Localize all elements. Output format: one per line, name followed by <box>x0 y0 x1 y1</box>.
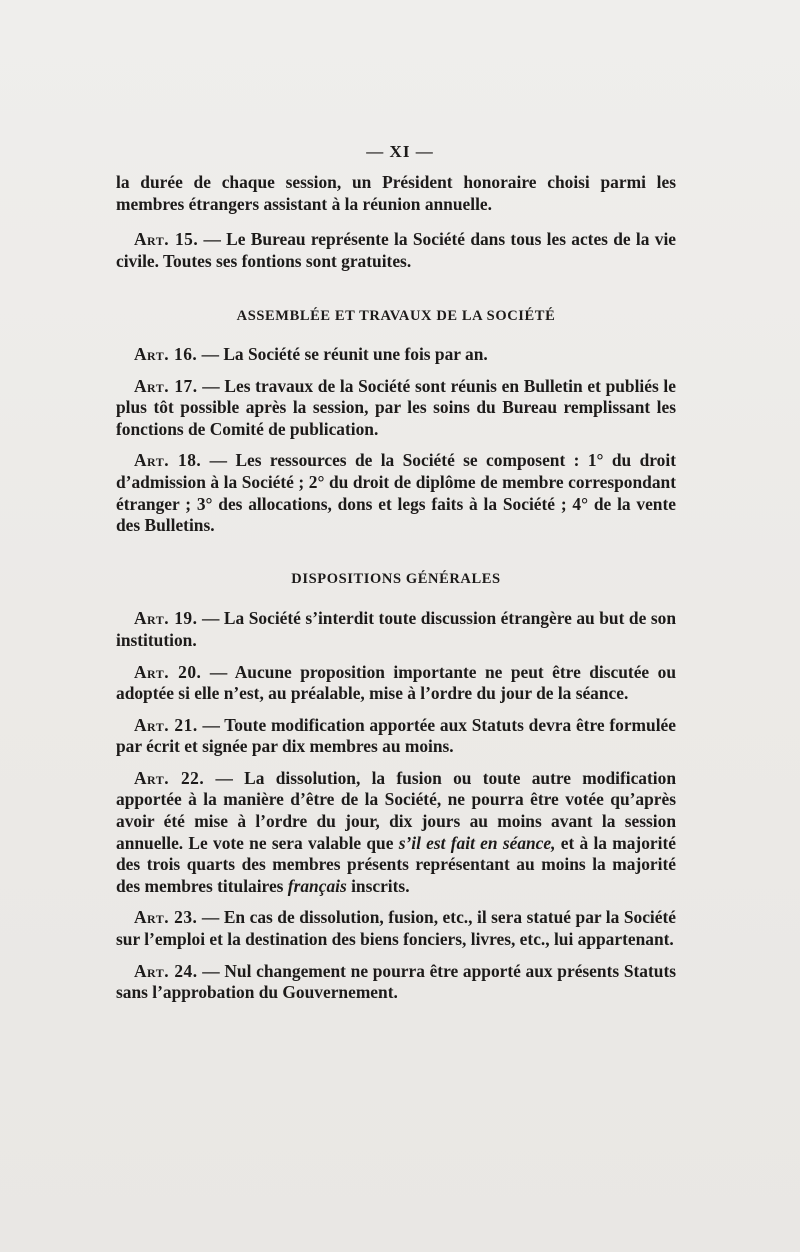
article-label: Art. 21. <box>134 714 198 735</box>
article-text: et à la majorité des trois quarts des membres présents représentant au moins la majorité des membres titulaires <box>116 832 676 896</box>
article-text: — En cas de dissolution, fusion, etc., il sera statué par la Société sur l’emploi et la destination des biens fonciers, livres, etc., lui appartenant. <box>116 907 676 950</box>
article-label: Art. 20. <box>134 661 202 682</box>
article-text: — Les ressources de la Société se composent : 1° du droit d’admission à la Société ; 2° du droit de diplôme de membre correspondant étranger ; 3° des allocations, dons et legs faits à la Société ; 4° de la vente des Bulletins. <box>116 450 676 536</box>
article-label: Art. 16. <box>134 343 198 364</box>
article-label: Art. 18. <box>134 450 202 471</box>
article-label: Art. 17. <box>134 375 198 396</box>
article-label: Art. 15. <box>134 229 199 250</box>
article-text: — La Société se réunit une fois par an. <box>197 343 488 364</box>
document-body <box>116 172 676 1014</box>
article-text: — Nul changement ne pourra être apporté aux présents Statuts sans l’approbation du Gouvernement. <box>116 960 677 1003</box>
section-heading-dispositions: DISPOSITIONS GÉNÉRALES <box>291 570 501 587</box>
article-18 <box>116 450 676 536</box>
article-label: Art. 24. <box>134 960 198 981</box>
article-23 <box>116 907 676 950</box>
article-text: — La Société s’interdit toute discussion étrangère au but de son institution. <box>116 608 676 650</box>
article-text: — Aucune proposition importante ne peut être discutée ou adoptée si elle n’est, au préalable, mise à l’ordre du jour de la séance. <box>116 661 676 704</box>
article-text: inscrits. <box>346 875 410 896</box>
article-17 <box>116 376 676 441</box>
opening-paragraph: la durée de chaque session, un Président honoraire choisi parmi les membres étrangers assistant à la réunion annuelle. <box>116 172 676 214</box>
article-24 <box>116 961 676 1004</box>
article-21 <box>116 715 676 758</box>
article-italic-text: s’il est fait en séance, <box>398 832 556 853</box>
section-heading-assemblee: ASSEMBLÉE ET TRAVAUX DE LA SOCIÉTÉ <box>236 308 556 325</box>
article-20 <box>116 662 676 705</box>
article-text: — La dissolution, la fusion ou toute autre modification apportée à la manière d’être de la Société, ne pourra être votée qu’après avoir été mise à l’ordre du jour, dix jours au moins avant la session annuelle. Le vote ne sera valable que <box>116 767 676 853</box>
article-text: — Le Bureau représente la Société dans tous les actes de la vie civile. Toutes ses fontions sont gratuites. <box>116 229 676 271</box>
article-label: Art. 19. <box>134 608 198 629</box>
page-number: — XI — <box>366 142 434 161</box>
article-text: — Toute modification apportée aux Statuts devra être formulée par écrit et signée par dix membres au moins. <box>116 714 676 757</box>
article-label: Art. 23. <box>134 907 198 928</box>
article-italic-text: français <box>287 875 347 896</box>
article-16 <box>116 344 676 366</box>
article-15 <box>116 229 676 272</box>
article-19 <box>116 608 676 651</box>
article-22 <box>116 768 676 898</box>
article-text: — Les travaux de la Société sont réunis en Bulletin et publiés le plus tôt possible après la session, par les soins du Bureau remplissant les fonctions de Comité de publication. <box>116 375 676 439</box>
article-label: Art. 22. <box>134 767 205 788</box>
